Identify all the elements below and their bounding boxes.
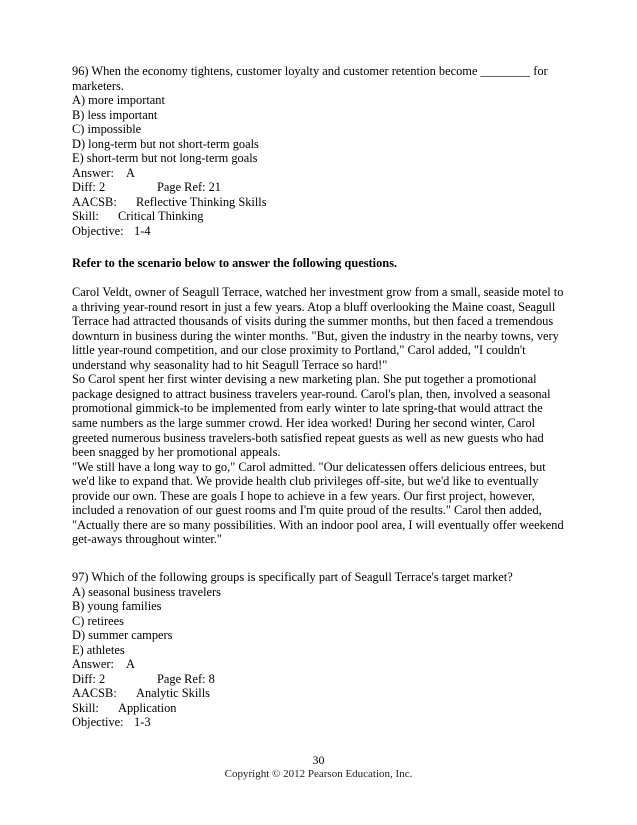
question-97-option-c: C) retirees (72, 613, 124, 628)
aacsb-label: AACSB: (72, 194, 117, 209)
objective-value: 1-3 (134, 715, 151, 730)
page-number: 30 (312, 753, 325, 767)
objective-value: 1-4 (134, 224, 151, 239)
question-96-answer-line (72, 166, 569, 181)
question-97-aacsb-line (72, 686, 569, 701)
question-97-option-a: A) seasonal business travelers (72, 584, 221, 599)
page-ref-value: Page Ref: 8 (157, 671, 215, 686)
answer-label: Answer: (72, 165, 114, 180)
answer-value: A (126, 165, 135, 180)
aacsb-value: Reflective Thinking Skills (136, 194, 267, 209)
question-96-option-a: A) more important (72, 93, 165, 108)
objective-label: Objective: (72, 224, 124, 239)
question-97-option-b: B) young families (72, 599, 162, 614)
question-96-option-c: C) impossible (72, 122, 142, 137)
question-97-block (72, 570, 569, 730)
question-96-option-d: D) long-term but not short-term goals (72, 136, 259, 151)
diff-label: Diff: 2 (72, 180, 106, 195)
question-96-diff-line (72, 180, 569, 195)
scenario-paragraph-1: Carol Veldt, owner of Seagull Terrace, watched her investment grow from a small, seaside motel to a thriving year-round resort in just a few years. Atop a bluff overlooking the Maine coast, Seagull Terrace had attracted thousands of visits during the summer months, but then faced a tremendous downturn in business during the winter months. "But, given the industry in the nearby towns, very little year-round competition, and our close proximity to Portland," Carol added, "I couldn't understand why seasonality had to hit Seagull Terrace so hard!" (72, 285, 564, 372)
question-97-answer-line (72, 657, 569, 672)
scenario-block (72, 285, 569, 547)
scenario-paragraph-3: "We still have a long way to go," Carol admitted. "Our delicatessen offers delicious entrees, but we'd like to expand that. We provide health club privileges off-site, but we'd like to eventually provide our own. These are goals I hope to achieve in a few years. Our first project, however, included a renovation of our guest rooms and I'm quite proud of the results." Carol then added, "Actually there are so many possibilities. With an indoor pool area, I will eventually offer weekend get-aways throughout winter." (72, 459, 564, 547)
question-96-objective-line (72, 224, 569, 239)
question-97-option-e: E) athletes (72, 642, 125, 657)
skill-value: Critical Thinking (118, 209, 204, 224)
skill-value: Application (118, 700, 177, 715)
question-97-option-d: D) summer campers (72, 628, 173, 643)
page-footer (0, 753, 637, 781)
question-97-diff-line (72, 672, 569, 687)
scenario-heading: Refer to the scenario below to answer the following questions. (72, 255, 398, 270)
scenario-paragraph-2: So Carol spent her first winter devising a new marketing plan. She put together a promotional package designed to attract business travelers year-round. Carol's plan, then, involved a seasonal promotional gimmick-to be implemented from early winter to late spring-that would attract the same numbers as the large summer crowd. Her idea worked! During her second winter, Carol greeted numerous business travelers-both satisfied repeat guests as well as new guests who had been snagged by her promotional appeals. (72, 372, 551, 460)
skill-label: Skill: (72, 700, 99, 715)
aacsb-label: AACSB: (72, 686, 117, 701)
question-96-skill-line (72, 209, 569, 224)
question-96-option-e: E) short-term but not long-term goals (72, 151, 258, 166)
question-96-aacsb-line (72, 195, 569, 210)
copyright-notice: Copyright © 2012 Pearson Education, Inc. (224, 768, 413, 780)
answer-label: Answer: (72, 657, 114, 672)
objective-label: Objective: (72, 715, 124, 730)
page-ref-value: Page Ref: 21 (157, 180, 222, 195)
question-96-option-b: B) less important (72, 107, 158, 122)
aacsb-value: Analytic Skills (136, 686, 210, 701)
question-96-block (72, 64, 569, 239)
answer-value: A (126, 657, 135, 672)
question-97-stem: 97) Which of the following groups is specifically part of Seagull Terrace's target market? (72, 569, 513, 584)
question-97-objective-line (72, 715, 569, 730)
skill-label: Skill: (72, 209, 99, 224)
page-content (72, 64, 569, 730)
question-96-stem: 96) When the economy tightens, customer loyalty and customer retention become ________ for marketers. (72, 64, 548, 93)
diff-label: Diff: 2 (72, 671, 106, 686)
question-97-skill-line (72, 701, 569, 716)
